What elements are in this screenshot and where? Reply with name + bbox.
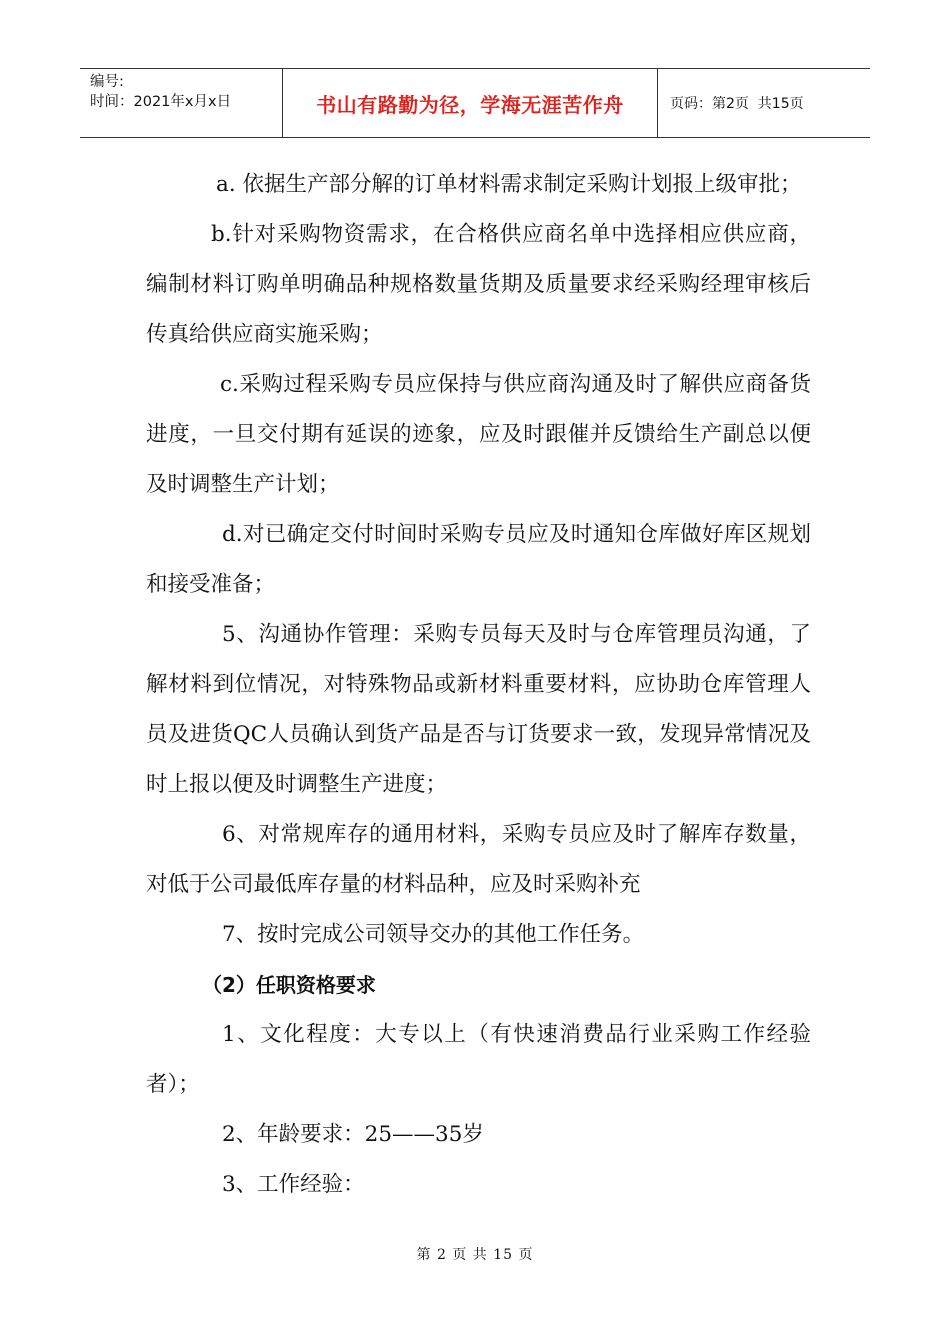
paragraph-b: b.针对采购物资需求，在合格供应商名单中选择相应供应商，编制材料订购单明确品种规格数量货期及质量要求经采购经理审核后传真给供应商实施采购； [146,222,811,347]
header-motto: 书山有路勤为径，学海无涯苦作舟 [283,69,658,137]
paragraph-7: 7、按时完成公司领导交办的其他工作任务。 [222,922,645,947]
header-meta [80,69,283,137]
paragraph-a: a. 依据生产部分解的订单材料需求制定采购计划报上级审批； [216,172,802,197]
paragraph-c: c.采购过程采购专员应保持与供应商沟通及时了解供应商备货进度，一旦交付期有延误的迹象，应及时跟催并反馈给生产副总以便及时调整生产计划； [146,372,811,497]
paragraph-q2: 2、年龄要求：25——35岁 [222,1122,484,1147]
paragraph-d: d.对已确定交付时间时采购专员应及时通知仓库做好库区规划和接受准备； [146,522,811,597]
page-footer: 第 2 页 共 15 页 [416,1247,534,1263]
paragraph-5: 5、沟通协作管理：采购专员每天及时与仓库管理员沟通，了解材料到位情况，对特殊物品或新材料重要材料，应协助仓库管理人员及进货QC人员确认到货产品是否与订货要求一致，发现异常情况及时上报以便及时调整生产进度； [146,622,811,797]
document-body [146,160,811,1210]
header-page-info: 页码：第2页 共15页 [670,96,804,112]
document-number-label: 编号: [90,74,124,90]
paragraph-q3: 3、工作经验： [222,1172,365,1197]
page-header [80,68,870,138]
paragraph-q1: 1、文化程度：大专以上（有快速消费品行业采购工作经验者）； [146,1022,811,1097]
document-date: 时间：2021年x月x日 [90,94,232,110]
paragraph-6: 6、对常规库存的通用材料，采购专员应及时了解库存数量，对低于公司最低库存量的材料品种，应及时采购补充 [146,822,811,897]
section-heading-qualifications: （2）任职资格要求 [202,973,376,997]
